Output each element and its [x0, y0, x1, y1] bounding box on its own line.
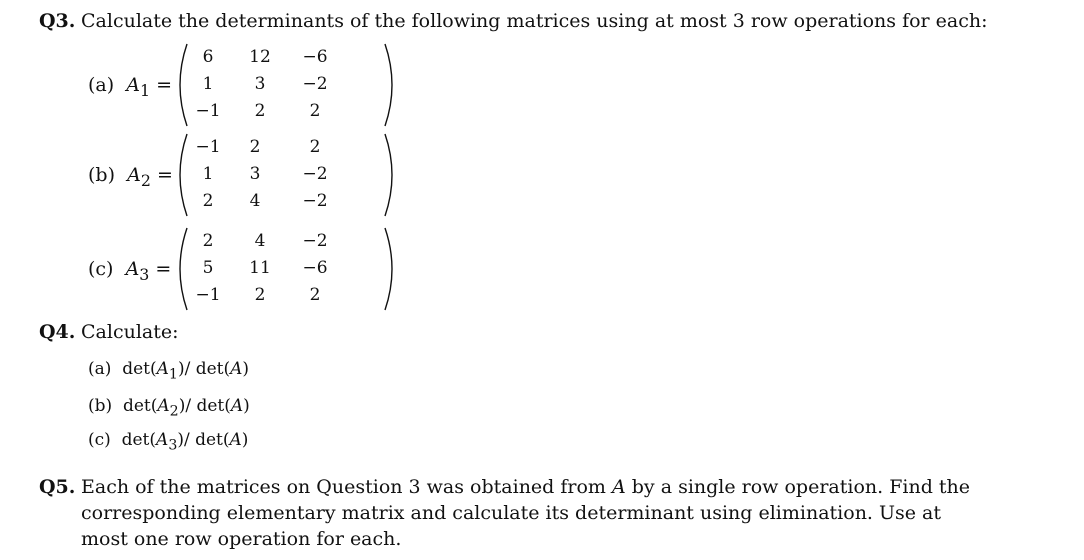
matrix-name: A	[125, 258, 140, 280]
cell: 2	[254, 285, 266, 305]
det-label: det	[122, 359, 150, 379]
question-5-text-after: by a single row operation. Find the corresponding elementary matrix and calculate its determinant using elimination. Use at most one row operation for each.	[81, 476, 971, 550]
matrix-name: A	[127, 164, 141, 186]
matrix-name: A	[156, 430, 169, 450]
cell: 4	[254, 231, 266, 251]
question-5-text	[81, 474, 981, 552]
cell: −6	[302, 47, 328, 67]
cell: 3	[249, 164, 261, 184]
matrix-a1	[173, 40, 399, 130]
matrix-subscript: 3	[168, 437, 178, 454]
question-4-label: Q4.	[39, 321, 76, 343]
matrix-subscript: 1	[168, 366, 178, 383]
cell: −1	[195, 285, 221, 305]
question-4-text: Calculate:	[81, 321, 179, 343]
cell: 5	[202, 258, 214, 278]
part-tag: (a)	[88, 74, 115, 96]
item-tag: (b)	[88, 396, 113, 416]
det-label: det	[195, 359, 224, 379]
part-a-label: (a) $A_1$ =	[88, 74, 173, 100]
question-5-text-before: Each of the matrices on Question 3 was obtained from	[81, 476, 612, 498]
cell: −2	[302, 191, 328, 211]
matrix-subscript: 2	[169, 403, 179, 420]
cell: 2	[309, 285, 321, 305]
q4-item-a: (a) $\det(A_1)/$ det(A)	[88, 359, 250, 383]
cell: 4	[249, 191, 261, 211]
question-4	[39, 321, 179, 343]
cell: 2	[309, 101, 321, 121]
part-tag: (c)	[88, 258, 114, 280]
cell: 2	[202, 191, 214, 211]
item-tag: (a)	[88, 359, 112, 379]
cell: −2	[302, 164, 328, 184]
question-3-label: Q3.	[39, 10, 76, 32]
cell: 12	[249, 47, 271, 67]
det-label: det	[122, 396, 151, 416]
cell: 1	[202, 164, 214, 184]
matrix-name: A	[230, 396, 244, 416]
matrix-a2	[173, 130, 399, 220]
cell: 2	[309, 137, 321, 157]
matrix-name: A	[157, 396, 170, 416]
det-label: det	[196, 396, 225, 416]
matrix-name: A	[229, 430, 242, 450]
question-3-text: Calculate the determinants of the following matrices using at most 3 row operations for each:	[81, 10, 988, 32]
part-c-label: (c) $A_3$ =	[88, 258, 172, 284]
cell: −1	[195, 137, 221, 157]
matrix-subscript: 2	[140, 170, 151, 190]
part-tag: (b)	[88, 164, 115, 186]
question-5-label: Q5.	[39, 476, 76, 498]
question-5	[39, 474, 1019, 550]
cell: 2	[202, 231, 214, 251]
question-3	[39, 10, 988, 32]
matrix-name: A	[612, 476, 626, 498]
matrix-name: A	[126, 74, 140, 96]
cell: −6	[302, 258, 328, 278]
part-b-label: (b) $A_2$ =	[88, 164, 173, 190]
cell: 2	[254, 101, 266, 121]
cell: 2	[249, 137, 261, 157]
matrix-subscript: 3	[139, 264, 150, 284]
q4-item-b: (b) $\det(A_2)/$ det(A)	[88, 396, 250, 420]
cell: −2	[302, 231, 328, 251]
matrix-a3	[173, 224, 399, 314]
det-label: det	[121, 430, 150, 450]
matrix-name: A	[156, 359, 169, 379]
cell: 3	[254, 74, 266, 94]
q4-item-c: (c) $\det(A_3)/$ det(A)	[88, 430, 249, 454]
item-tag: (c)	[88, 430, 111, 450]
cell: −1	[195, 101, 221, 121]
det-label: det	[195, 430, 223, 450]
cell: 1	[202, 74, 214, 94]
cell: 11	[249, 258, 271, 278]
cell: −2	[302, 74, 328, 94]
matrix-name: A	[230, 359, 243, 379]
cell: 6	[202, 47, 214, 67]
matrix-subscript: 1	[139, 80, 151, 100]
